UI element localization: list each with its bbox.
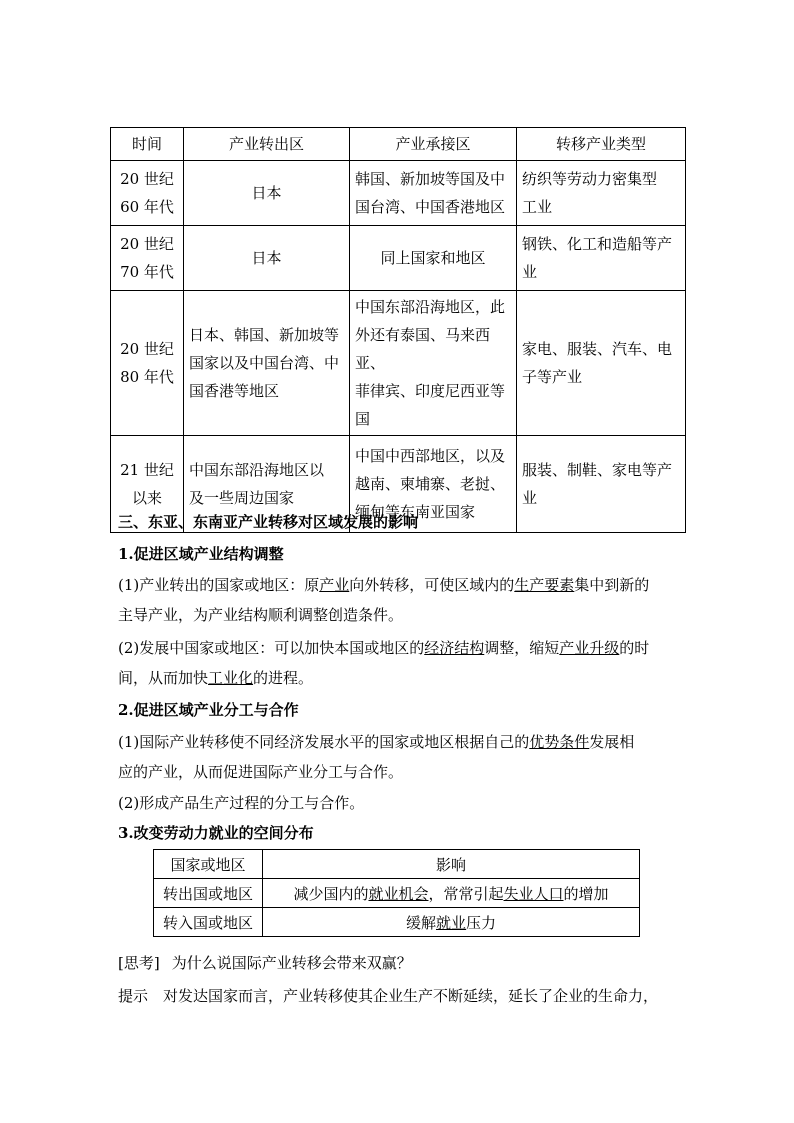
think-question-text: 为什么说国际产业转移会带来双赢？ xyxy=(171,954,412,972)
employment-table xyxy=(153,849,640,937)
cell-impact: 缓解就业压力 xyxy=(263,908,640,937)
cell-in-region: 韩国、新加坡等国及中 国台湾、中国香港地区 xyxy=(350,161,517,226)
table-header-row xyxy=(111,128,686,161)
paragraph-2-1: (1)国际产业转移使不同经济发展水平的国家或地区根据自己的优势条件发展相 xyxy=(118,733,635,751)
header-in-region: 产业承接区 xyxy=(350,128,517,161)
paragraph-1-2-cont: 间，从而加快工业化的进程。 xyxy=(118,669,314,687)
cell-out-region: 日本 xyxy=(184,226,350,291)
paragraph-2-1-cont: 应的产业，从而促进国际产业分工与合作。 xyxy=(118,763,404,781)
cell-out-region: 中国东部沿海地区以 及一些周边国家 xyxy=(184,436,350,533)
cell-region: 转入国或地区 xyxy=(154,908,263,937)
cell-time: 20 世纪 60 年代 xyxy=(111,161,184,226)
hint-text: 对发达国家而言，产业转移使其企业生产不断延续，延长了企业的生命力， xyxy=(163,987,659,1005)
cell-out-region: 日本 xyxy=(184,161,350,226)
table-row xyxy=(111,161,686,226)
cell-in-region: 中国中西部地区，以及 越南、柬埔寨、老挝、 缅甸等东南亚国家 xyxy=(350,436,517,533)
paragraph-1-2: (2)发展中国家或地区：可以加快本国或地区的经济结构调整，缩短产业升级的时 xyxy=(118,639,650,657)
hint-tag: 提示 xyxy=(118,987,149,1005)
cell-impact: 减少国内的就业机会，常常引起失业人口的增加 xyxy=(263,879,640,908)
cell-out-region: 日本、韩国、新加坡等 国家以及中国台湾、中 国香港等地区 xyxy=(184,291,350,436)
subsection-heading-1: 1.促进区域产业结构调整 xyxy=(118,545,284,563)
subsection-heading-2: 2.促进区域产业分工与合作 xyxy=(118,701,299,719)
table-header-row xyxy=(154,850,640,879)
paragraph-1-1-cont: 主导产业，为产业结构顺利调整创造条件。 xyxy=(118,606,404,624)
section-heading: 三、东亚、东南亚产业转移对区域发展的影响 xyxy=(118,513,419,531)
cell-in-region: 中国东部沿海地区，此 外还有泰国、马来西亚、 菲律宾、印度尼西亚等 国 xyxy=(350,291,517,436)
hint-paragraph xyxy=(118,986,658,1006)
cell-industry-type: 服装、制鞋、家电等产 业 xyxy=(517,436,686,533)
cell-industry-type: 钢铁、化工和造船等产 业 xyxy=(517,226,686,291)
paragraph-1-1: (1)产业转出的国家或地区：原产业向外转移，可使区域内的生产要素集中到新的 xyxy=(118,576,650,594)
industry-transfer-table xyxy=(110,127,686,533)
subsection-heading-3: 3.改变劳动力就业的空间分布 xyxy=(118,824,314,842)
header-out-region: 产业转出区 xyxy=(184,128,350,161)
think-tag: [思考] xyxy=(118,954,160,972)
cell-in-region: 同上国家和地区 xyxy=(350,226,517,291)
paragraph-2-2: (2)形成产品生产过程的分工与合作。 xyxy=(118,794,365,812)
header-impact: 影响 xyxy=(263,850,640,879)
header-time: 时间 xyxy=(111,128,184,161)
table-row xyxy=(111,291,686,436)
table-row xyxy=(154,908,640,937)
cell-time: 21 世纪 以来 xyxy=(111,436,184,533)
cell-time: 20 世纪 80 年代 xyxy=(111,291,184,436)
cell-time: 20 世纪 70 年代 xyxy=(111,226,184,291)
header-industry-type: 转移产业类型 xyxy=(517,128,686,161)
cell-region: 转出国或地区 xyxy=(154,879,263,908)
think-question xyxy=(118,953,412,973)
cell-industry-type: 纺织等劳动力密集型 工业 xyxy=(517,161,686,226)
table-row xyxy=(154,879,640,908)
table-row xyxy=(111,226,686,291)
header-region: 国家或地区 xyxy=(154,850,263,879)
cell-industry-type: 家电、服装、汽车、电 子等产业 xyxy=(517,291,686,436)
